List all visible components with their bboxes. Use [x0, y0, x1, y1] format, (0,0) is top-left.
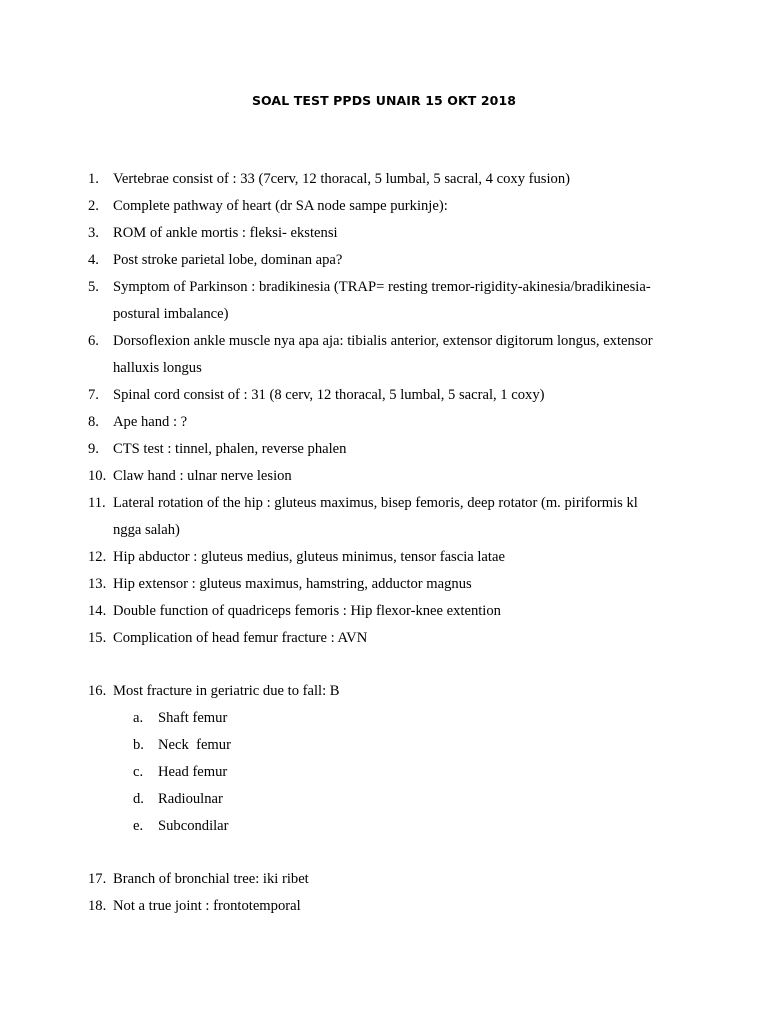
item-text: Ape hand : ? [113, 414, 188, 430]
item-text-line-2: halluxis longus [113, 360, 202, 376]
list-item-7 [88, 382, 688, 409]
page-title: SOAL TEST PPDS UNAIR 15 OKT 2018 [251, 93, 517, 108]
list-item-9 [88, 436, 688, 463]
list-item-11 [88, 490, 688, 544]
list-item-14 [88, 598, 688, 625]
item-text-line-1: Dorsoflexion ankle muscle nya apa aja: tibialis anterior, extensor digitorum longus, extensor [113, 333, 653, 349]
list-item-17 [88, 866, 688, 893]
item-text: Complication of head femur fracture : AVN [113, 630, 368, 646]
option-letter: d. [133, 791, 144, 807]
option-letter: e. [133, 818, 144, 834]
list-item-5 [88, 274, 688, 328]
item-number: 17. [88, 871, 107, 887]
item-number: 1. [88, 171, 99, 187]
list-item-18 [88, 893, 688, 920]
list-item-10 [88, 463, 688, 490]
item-text: Spinal cord consist of : 31 (8 cerv, 12 thoracal, 5 lumbal, 5 sacral, 1 coxy) [113, 387, 545, 403]
item-text: Hip abductor : gluteus medius, gluteus minimus, tensor fascia latae [113, 549, 505, 565]
item-text-line-1: Symptom of Parkinson : bradikinesia (TRAP= resting tremor-rigidity-akinesia/bradikinesia- [113, 279, 651, 295]
option-d [88, 786, 688, 813]
item-number: 8. [88, 414, 99, 430]
option-letter: c. [133, 764, 144, 780]
item-number: 11. [88, 495, 106, 511]
item-number: 3. [88, 225, 99, 241]
list-item-13 [88, 571, 688, 598]
item-text: Hip extensor : gluteus maximus, hamstring, adductor magnus [113, 576, 472, 592]
list-item-16 [88, 678, 688, 705]
spacer [88, 840, 688, 866]
list-item-1 [88, 166, 688, 193]
list-item-3 [88, 220, 688, 247]
option-letter: a. [133, 710, 144, 726]
list-item-4 [88, 247, 688, 274]
question-list [88, 166, 688, 920]
list-item-8 [88, 409, 688, 436]
item-number: 4. [88, 252, 99, 268]
item-number: 18. [88, 898, 107, 914]
item-number: 5. [88, 279, 99, 295]
item-text: Post stroke parietal lobe, dominan apa? [113, 252, 343, 268]
list-item-6 [88, 328, 688, 382]
list-item-12 [88, 544, 688, 571]
item-number: 2. [88, 198, 99, 214]
list-item-2 [88, 193, 688, 220]
item-text: Not a true joint : frontotemporal [113, 898, 301, 914]
item-number: 12. [88, 549, 107, 565]
item-number: 7. [88, 387, 99, 403]
item-number: 13. [88, 576, 107, 592]
item-number: 9. [88, 441, 99, 457]
item-number: 6. [88, 333, 99, 349]
item-number: 15. [88, 630, 107, 646]
item-text: Vertebrae consist of : 33 (7cerv, 12 thoracal, 5 lumbal, 5 sacral, 4 coxy fusion) [113, 171, 570, 187]
item-text: Claw hand : ulnar nerve lesion [113, 468, 292, 484]
list-item-15 [88, 625, 688, 652]
item-text: Branch of bronchial tree: iki ribet [113, 871, 309, 887]
option-text: Head femur [158, 764, 228, 780]
item-text-line-2: ngga salah) [113, 522, 180, 538]
item-text-line-2: postural imbalance) [113, 306, 229, 322]
item-number: 14. [88, 603, 107, 619]
item-text: CTS test : tinnel, phalen, reverse phalen [113, 441, 347, 457]
option-text: Shaft femur [158, 710, 228, 726]
option-text: Subcondilar [158, 818, 229, 834]
item-text: ROM of ankle mortis : fleksi- ekstensi [113, 225, 338, 241]
option-text: Neck femur [158, 737, 231, 753]
option-e [88, 813, 688, 840]
item-text: Complete pathway of heart (dr SA node sampe purkinje): [113, 198, 448, 214]
spacer [88, 652, 688, 678]
item-text-line-1: Lateral rotation of the hip : gluteus maximus, bisep femoris, deep rotator (m. piriformis kl [113, 495, 638, 511]
option-a [88, 705, 688, 732]
option-letter: b. [133, 737, 144, 753]
option-text: Radioulnar [158, 791, 223, 807]
option-b [88, 732, 688, 759]
option-c [88, 759, 688, 786]
item-text: Most fracture in geriatric due to fall: B [113, 683, 340, 699]
item-number: 10. [88, 468, 107, 484]
item-text: Double function of quadriceps femoris : Hip flexor-knee extention [113, 603, 501, 619]
item-number: 16. [88, 683, 107, 699]
